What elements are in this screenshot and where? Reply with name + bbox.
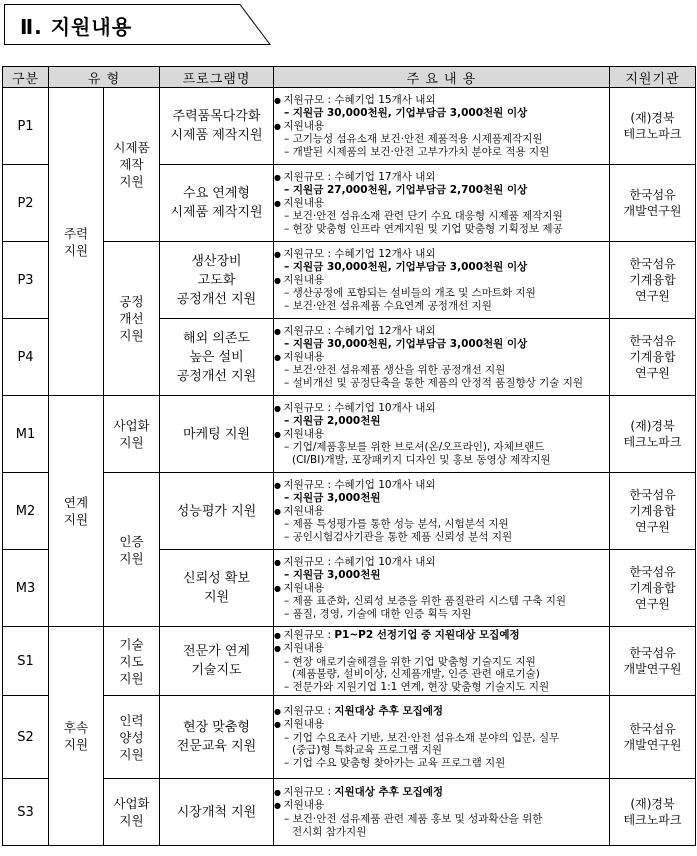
content-line: ● 지원내용 — [274, 197, 609, 211]
content-line: – 보건·안전 섬유제품 관련 제품 홍보 및 성과확산을 위한 — [284, 813, 543, 825]
content-line: 전시회 참가지원 — [292, 825, 367, 838]
agency-name: 한국섬유 기계융합 연구원 — [610, 473, 696, 550]
content-line: – 설비개선 및 공정단축을 통한 제품의 안정적 품질향상 기술 지원 — [284, 376, 584, 389]
content-cell — [274, 627, 610, 696]
content-line: ● 지원규모 : 수혜기업 10개사 내외 — [274, 556, 609, 570]
table-row — [3, 242, 696, 319]
content-line: ● 지원내용 — [274, 799, 609, 813]
content-line: (CI/BI)개발, 포장패키지 디자인 및 홍보 동영상 제작지원 — [292, 453, 551, 466]
content-line: ● 지원규모 : 수혜기업 17개사 내외 — [274, 171, 609, 185]
col-header-content: 주 요 내 용 — [274, 67, 610, 88]
content-line: – 기업 수요 맞춤형 찾아가는 교육 프로그램 지원 — [284, 756, 506, 769]
type-label: 공정 개선 지원 — [104, 242, 160, 396]
content-line: ● 지원규모 : 수혜기업 10개사 내외 — [274, 402, 609, 416]
content-line: – 제품 특성평가를 통한 성능 분석, 시험분석 지원 — [284, 518, 509, 531]
group-label: 주력 지원 — [49, 88, 104, 396]
table-row — [3, 396, 696, 473]
content-line: – 보건·안전 섬유제품 생산을 위한 공정개선 지원 — [284, 364, 506, 377]
content-line: – 제품 표준화, 신뢰성 보증을 위한 품질관리 시스템 구축 지원 — [284, 595, 567, 608]
type-label: 기술 지도 지원 — [104, 627, 160, 696]
program-name: 해외 의존도 높은 설비 공정개선 지원 — [160, 319, 274, 396]
row-code: P2 — [3, 165, 49, 242]
content-line: – 현장 맞춤형 인프라 연계지원 및 기업 맞춤형 기획정보 제공 — [284, 222, 563, 235]
content-line: – 지원금 30,000천원, 기업부담금 3,000천원 이상 — [284, 261, 528, 274]
program-name: 마케팅 지원 — [160, 396, 274, 473]
agency-name: (재)경북 테크노파크 — [610, 779, 696, 846]
content-line: – 지원금 30,000천원, 기업부담금 3,000천원 이상 — [284, 107, 528, 120]
group-label: 연계 지원 — [49, 396, 104, 627]
program-name: 수요 연계형 시제품 제작지원 — [160, 165, 274, 242]
content-line: – 지원금 2,000천원 — [284, 415, 381, 428]
content-line: ● 지원규모 : 지원대상 추후 모집예정 — [274, 786, 609, 800]
content-line: ● 지원규모 : P1~P2 선정기업 중 지원대상 모집예정 — [274, 629, 609, 643]
content-line: – 지원금 30,000천원, 기업부담금 3,000천원 이상 — [284, 338, 528, 351]
content-line: ● 지원내용 — [274, 274, 609, 288]
row-code: M3 — [3, 550, 49, 627]
table-row — [3, 473, 696, 550]
agency-name: 한국섬유 개발연구원 — [610, 627, 696, 696]
agency-name: 한국섬유 개발연구원 — [610, 165, 696, 242]
col-header-agency: 지원기관 — [610, 67, 696, 88]
program-name: 생산장비 고도화 공정개선 지원 — [160, 242, 274, 319]
table-row — [3, 627, 696, 696]
type-label: 인력 양성 지원 — [104, 696, 160, 779]
content-line: – 공인시험검사기관을 통한 제품 신뢰성 분석 지원 — [284, 530, 513, 543]
group-label: 후속 지원 — [49, 627, 104, 846]
content-cell — [274, 88, 610, 165]
table-row — [3, 88, 696, 165]
type-label: 시제품 제작 지원 — [104, 88, 160, 242]
content-line: – 품질, 경영, 기술에 대한 인증 획득 지원 — [284, 607, 472, 620]
content-line: ● 지원내용 — [274, 582, 609, 596]
content-line: – 기업/제품홍보를 위한 브로셔(온/오프라인), 자체브랜드 — [284, 441, 545, 454]
type-label: 사업화 지원 — [104, 396, 160, 473]
content-line: (중급)형 특화교육 프로그램 지원 — [292, 744, 443, 757]
col-header-program: 프로그램명 — [160, 67, 274, 88]
row-code: P1 — [3, 88, 49, 165]
content-line: – 보건·안전 섬유소재 관련 단기 수요 대응형 시제품 제작지원 — [284, 210, 563, 223]
content-line: – 고기능성 섬유소재 보건·안전 제품적용 시제품제작지원 — [284, 133, 543, 146]
table-header — [3, 67, 696, 88]
agency-name: 한국섬유 기계융합 연구원 — [610, 550, 696, 627]
program-name: 성능평가 지원 — [160, 473, 274, 550]
content-line: – 생산공정에 포함되는 설비들의 개조 및 스마트화 지원 — [284, 287, 536, 300]
program-name: 시장개척 지원 — [160, 779, 274, 846]
content-line: ● 지원내용 — [274, 505, 609, 519]
col-header-type: 유 형 — [49, 67, 160, 88]
content-cell — [274, 473, 610, 550]
program-name: 전문가 연계 기술지도 — [160, 627, 274, 696]
page-title: Ⅱ. 지원내용 — [20, 15, 133, 39]
content-cell — [274, 696, 610, 779]
program-name: 현장 맞춤형 전문교육 지원 — [160, 696, 274, 779]
content-line: ● 지원규모 : 수혜기업 10개사 내외 — [274, 479, 609, 493]
content-cell — [274, 319, 610, 396]
content-line: – 전문가와 지원기업 1:1 연계, 현장 맞춤형 기술지도 지원 — [284, 680, 550, 693]
program-name: 신뢰성 확보 지원 — [160, 550, 274, 627]
content-line: ● 지원내용 — [274, 428, 609, 442]
agency-name: 한국섬유 기계융합 연구원 — [610, 242, 696, 319]
content-cell — [274, 779, 610, 846]
content-line: – 지원금 3,000천원 — [284, 569, 381, 582]
content-line: ● 지원규모 : 수혜기업 15개사 내외 — [274, 94, 609, 108]
support-table — [2, 66, 696, 846]
type-label: 인증 지원 — [104, 473, 160, 627]
table-row — [3, 779, 696, 846]
content-line: ● 지원내용 — [274, 120, 609, 134]
content-line: – 지원금 27,000천원, 기업부담금 2,700천원 이상 — [284, 184, 528, 197]
agency-name: (재)경북 테크노파크 — [610, 88, 696, 165]
col-header-category: 구분 — [3, 67, 49, 88]
content-line: ● 지원내용 — [274, 351, 609, 365]
row-code: S3 — [3, 779, 49, 846]
row-code: M2 — [3, 473, 49, 550]
content-line: ● 지원규모 : 수혜기업 12개사 내외 — [274, 248, 609, 262]
row-code: S2 — [3, 696, 49, 779]
agency-name: 한국섬유 기계융합 연구원 — [610, 319, 696, 396]
agency-name: (재)경북 테크노파크 — [610, 396, 696, 473]
content-cell — [274, 165, 610, 242]
content-cell — [274, 550, 610, 627]
row-code: P4 — [3, 319, 49, 396]
content-line: – 기업 수요조사 기반, 보건·안전 섬유소재 분야의 입문, 실무 — [284, 731, 560, 744]
content-line: ● 지원내용 — [274, 642, 609, 656]
content-line: ● 지원규모 : 지원대상 추후 모집예정 — [274, 705, 609, 719]
table-row — [3, 696, 696, 779]
content-line: – 개발된 시제품의 보건·안전 고부가가치 분야로 적용 지원 — [284, 145, 550, 158]
row-code: M1 — [3, 396, 49, 473]
content-cell — [274, 242, 610, 319]
content-line: – 현장 애로기술해결을 위한 기업 맞춤형 기술지도 지원 — [284, 655, 536, 668]
content-cell — [274, 396, 610, 473]
content-line: – 보건·안전 섬유제품 수요연계 공정개선 지원 — [284, 299, 492, 312]
content-line: ● 지원규모 : 수혜기업 12개사 내외 — [274, 325, 609, 339]
agency-name: 한국섬유 개발연구원 — [610, 696, 696, 779]
content-line: – 지원금 3,000천원 — [284, 492, 381, 505]
row-code: P3 — [3, 242, 49, 319]
content-line: (제품불량, 설비이상, 신제품개발, 인증 관련 애로기술) — [292, 668, 540, 681]
program-name: 주력품목다각화 시제품 제작지원 — [160, 88, 274, 165]
type-label: 사업화 지원 — [104, 779, 160, 846]
content-line: ● 지원내용 — [274, 718, 609, 732]
row-code: S1 — [3, 627, 49, 696]
